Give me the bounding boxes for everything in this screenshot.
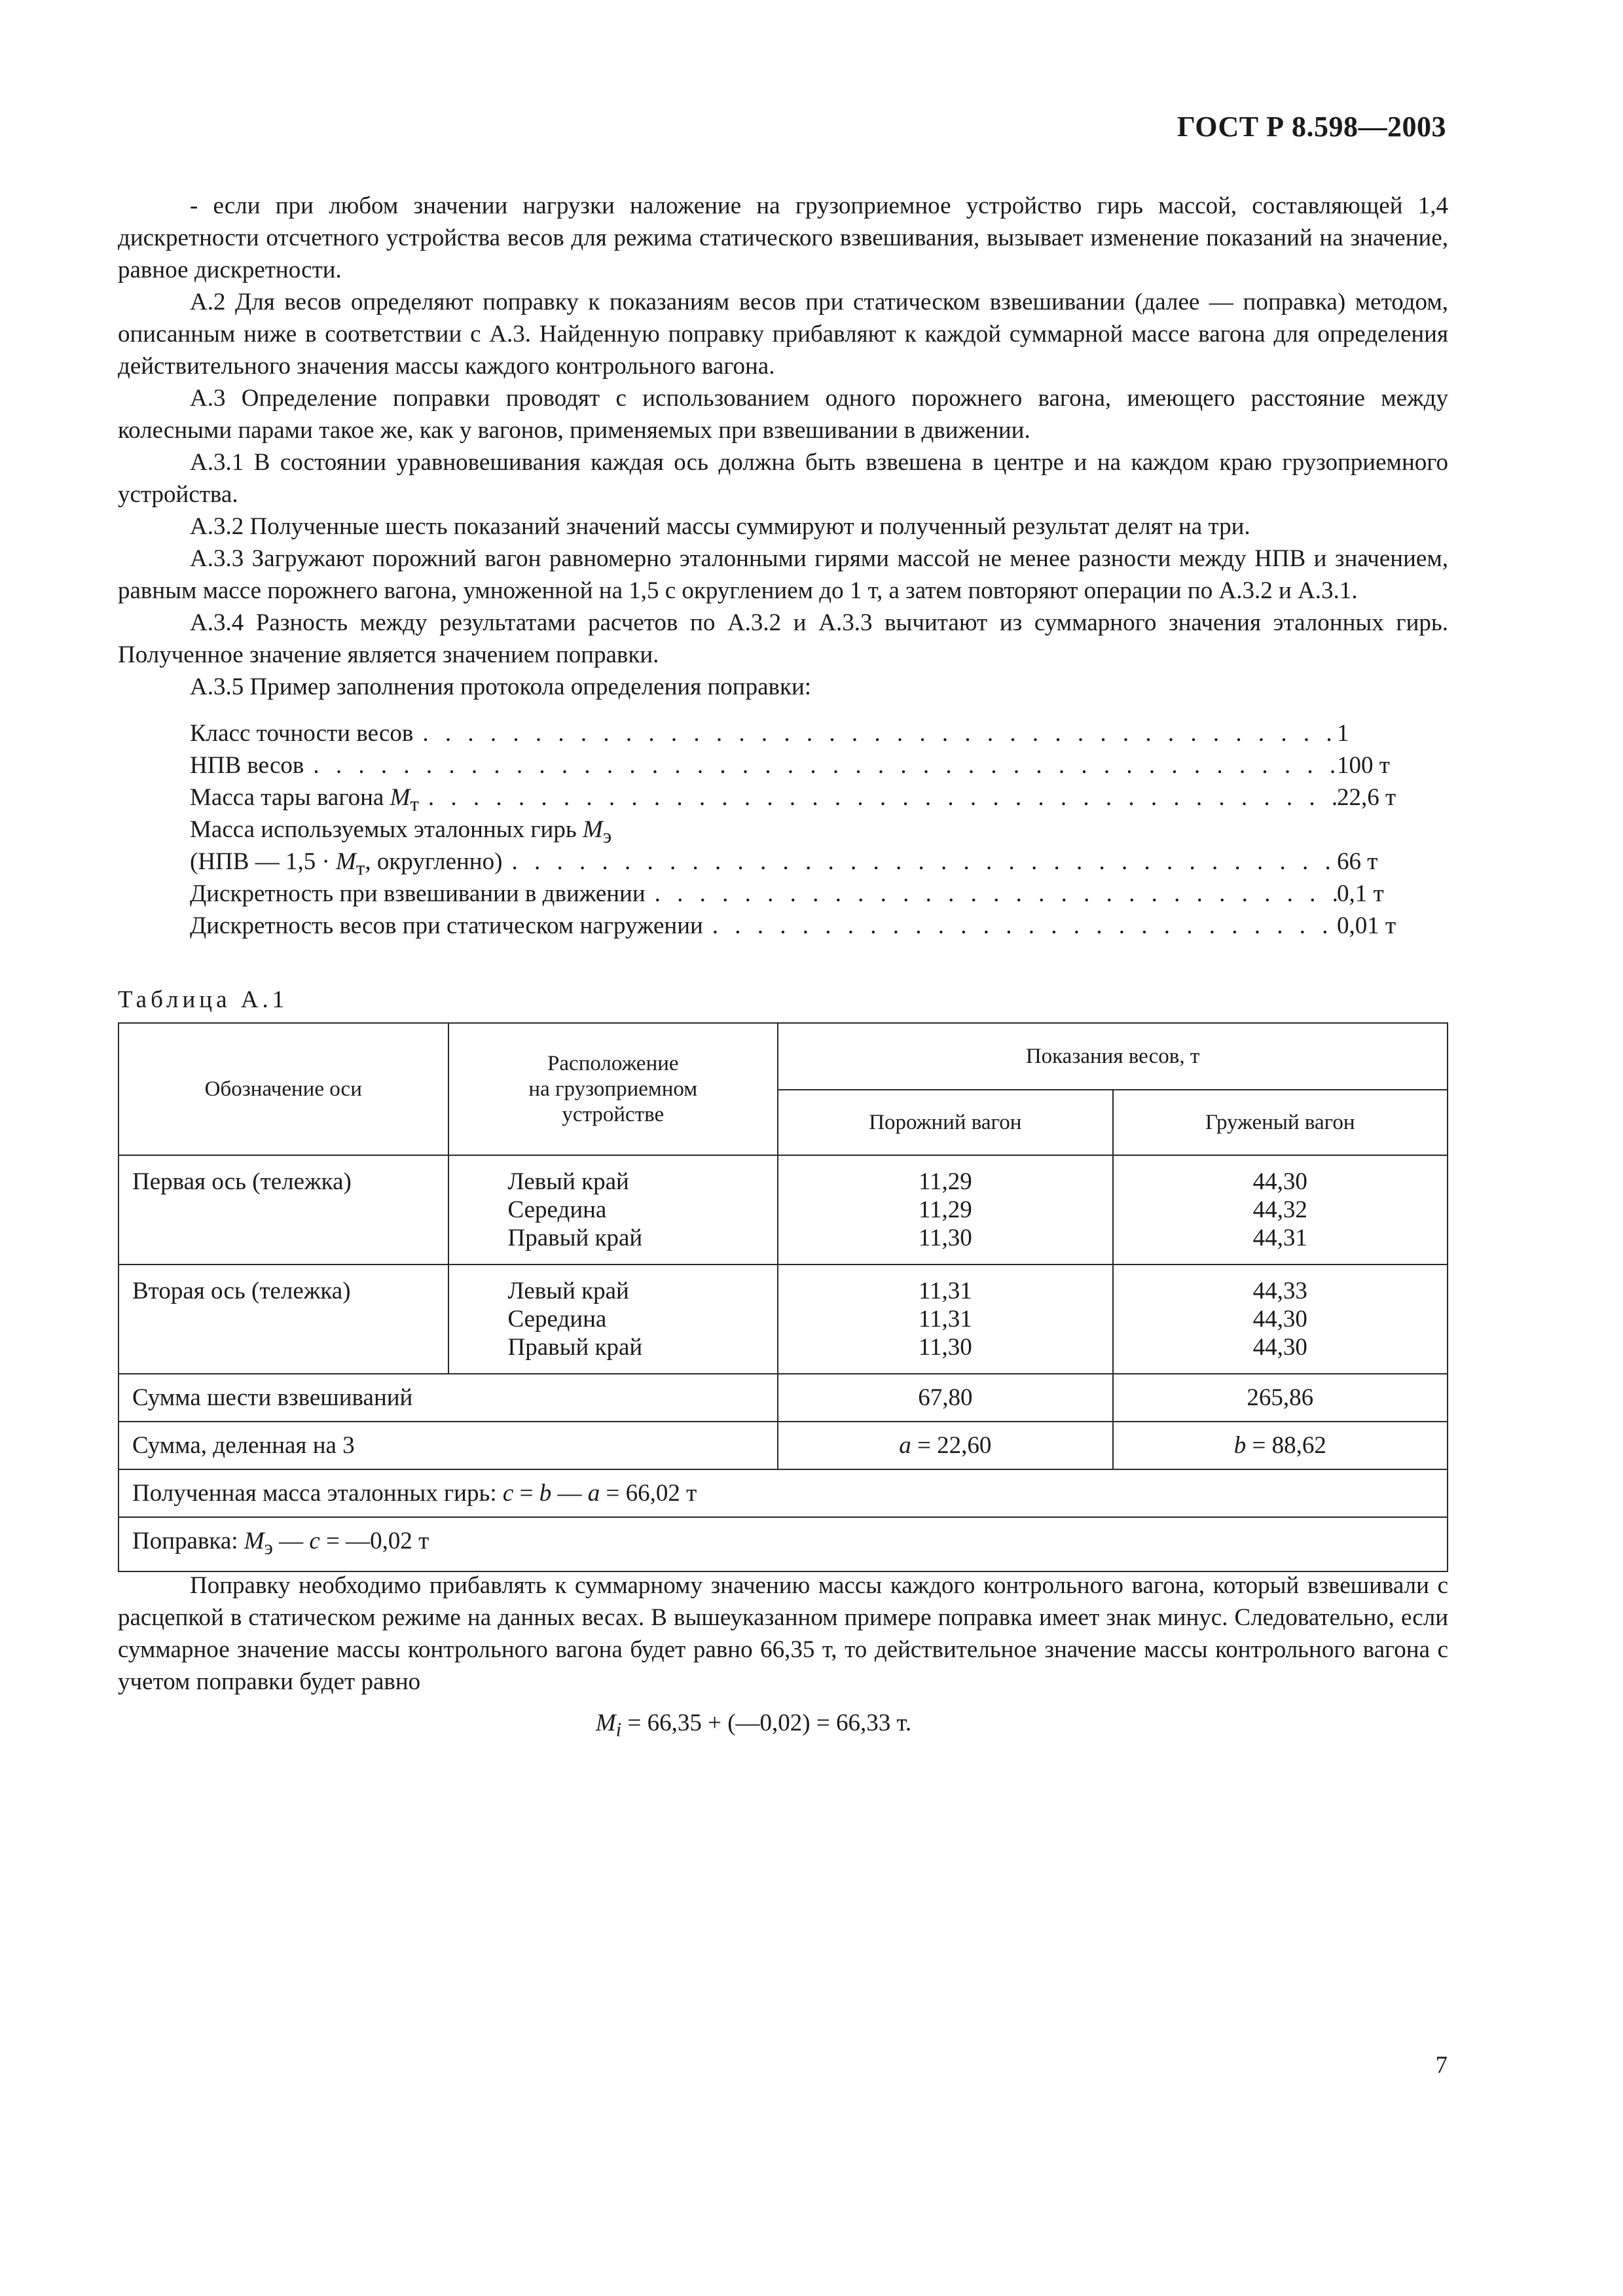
formula-symbol-m: M xyxy=(595,1710,616,1736)
table-caption: Таблица А.1 xyxy=(118,986,289,1013)
correction-minus: — xyxy=(272,1528,310,1554)
spec-accuracy-value: 1 xyxy=(1337,720,1349,747)
paragraph-a3-4: А.3.4 Разность между результатами расчетов по А.3.2 и А.3.3 вычитают из суммарного значения эталонных гирь. Полученное значение является значением поправки. xyxy=(118,609,1448,668)
spec-weights-value: 66 т xyxy=(1337,848,1378,875)
symbol-b: b xyxy=(1233,1432,1247,1459)
paragraph-a2: А.2 Для весов определяют поправку к показаниям весов при статическом взвешивании (далее — поправка) методом, описанным ниже в соответствии с А.3. Найденную поправку прибавляют к каждой суммарной массе вагона для определения действительного значения массы каждого контрольного вагона. xyxy=(118,289,1448,380)
formula-subscript-i: i xyxy=(615,1718,622,1741)
correction-row xyxy=(119,1517,1448,1571)
empty-value: 11,29 xyxy=(918,1168,972,1195)
mass-result: = 66,02 т xyxy=(600,1480,697,1507)
correction-cell xyxy=(119,1517,1448,1571)
spec-accuracy-row xyxy=(190,717,1448,749)
paragraph-condition: - если при любом значении нагрузки наложение на грузоприемное устройство гирь массой, составляющей 1,4 дискретности отсчетного устройства весов для режима статического взвешивания, вызывает изменение показаний на значение, равное дискретности. xyxy=(118,192,1448,283)
spec-weights-label: Масса используемых эталонных гирь xyxy=(190,816,583,843)
spec-accuracy-label: Класс точности весов xyxy=(190,720,414,747)
dot-leader xyxy=(502,846,1337,878)
body-text xyxy=(118,190,1448,942)
header-readings: Показания весов, т xyxy=(778,1023,1448,1090)
spec-npv-row xyxy=(190,749,1448,781)
position-line: Левый край xyxy=(507,1168,629,1195)
mass-label: Полученная масса эталонных гирь: xyxy=(132,1480,503,1507)
header-empty-wagon: Порожний вагон xyxy=(778,1090,1112,1155)
header-position-line: на грузоприемном xyxy=(528,1077,698,1101)
mass-equals: = xyxy=(513,1480,539,1507)
loaded-value: 44,31 xyxy=(1252,1225,1307,1251)
sum-six-loaded: 265,86 xyxy=(1113,1374,1448,1422)
formula-expression: = 66,35 + (—0,02) = 66,33 т. xyxy=(621,1710,912,1736)
spec-motion-row xyxy=(190,878,1448,910)
dot-leader xyxy=(413,717,1337,749)
sum-six-row xyxy=(119,1374,1448,1422)
paragraph-a3-5: А.3.5 Пример заполнения протокола определения поправки: xyxy=(190,673,812,700)
spec-tare-value: 22,6 т xyxy=(1337,784,1396,811)
dot-leader xyxy=(419,781,1337,814)
spec-tare-text: Масса тары вагона xyxy=(190,784,390,811)
loaded-value: 44,30 xyxy=(1252,1168,1307,1195)
sum-div-row xyxy=(119,1422,1448,1469)
table-header-row xyxy=(119,1023,1448,1090)
spec-static-value: 0,01 т xyxy=(1337,912,1396,939)
axis-cell: Вторая ось (тележка) xyxy=(119,1265,448,1374)
mass-row xyxy=(119,1469,1448,1517)
position-line: Левый край xyxy=(507,1278,629,1304)
tare-symbol: M xyxy=(390,784,410,811)
table-row xyxy=(119,1265,1448,1374)
header-axis: Обозначение оси xyxy=(119,1023,448,1155)
spec-tare-row xyxy=(190,781,1448,814)
loaded-value: 44,30 xyxy=(1252,1306,1307,1333)
header-position-line: устройстве xyxy=(562,1102,665,1126)
symbol-c: c xyxy=(309,1528,320,1554)
closing-formula xyxy=(118,1707,1448,1746)
mass-cell xyxy=(119,1469,1448,1517)
header-position xyxy=(448,1023,778,1155)
closing-paragraph: Поправку необходимо прибавлять к суммарному значению массы каждого контрольного вагона, который взвешивали с расцепкой в статическом режиме на данных весах. В вышеуказанном примере поправка имеет знак минус. Следовательно, если суммарное значение массы контрольного вагона будет равно 66,35 т, то действительное значение массы контрольного вагона с учетом поправки будет равно xyxy=(118,1572,1448,1695)
symbol-m-subscript: э xyxy=(264,1536,273,1559)
paragraph-a3-2: А.3.2 Полученные шесть показаний значений массы суммируют и полученный результат делят на три. xyxy=(190,513,1250,540)
closing-text xyxy=(118,1570,1448,1746)
page-number: 7 xyxy=(1435,2052,1448,2079)
tare-subscript: т xyxy=(410,793,419,816)
symbol-a: a xyxy=(899,1432,911,1459)
loaded-value: 44,30 xyxy=(1252,1334,1307,1361)
spec-static-row xyxy=(190,910,1448,942)
correction-label: Поправка: xyxy=(132,1528,244,1554)
dot-leader xyxy=(646,878,1337,910)
mass-minus: — xyxy=(551,1480,588,1507)
position-line: Правый край xyxy=(507,1225,643,1251)
dot-leader xyxy=(304,749,1337,781)
header-loaded-wagon: Груженый вагон xyxy=(1113,1090,1448,1155)
weights-formula-suffix: , округленно) xyxy=(365,848,503,875)
position-line: Середина xyxy=(507,1306,607,1333)
readings-table xyxy=(118,1022,1448,1572)
loaded-values-cell xyxy=(1113,1155,1448,1265)
protocol-spec-list xyxy=(190,717,1448,942)
symbol-b: b xyxy=(539,1480,552,1507)
loaded-values-cell xyxy=(1113,1265,1448,1374)
header-position-line: Расположение xyxy=(547,1051,679,1075)
axis-cell: Первая ось (тележка) xyxy=(119,1155,448,1265)
sum-div-empty-value: = 22,60 xyxy=(911,1432,992,1459)
empty-value: 11,29 xyxy=(918,1196,972,1223)
paragraph-a3-3: А.3.3 Загружают порожний вагон равномерно эталонными гирями массой не менее разности между НПВ и значением, равным массе порожнего вагона, умноженной на 1,5 с округлением до 1 т, а затем повторяют операции по А.3.2 и А.3.1. xyxy=(118,545,1448,604)
weights-formula-symbol: M xyxy=(336,848,356,875)
empty-value: 11,30 xyxy=(918,1334,972,1361)
paragraph-a3-1: А.3.1 В состоянии уравновешивания каждая ось должна быть взвешена в центре и на каждом краю грузоприемного устройства. xyxy=(118,449,1448,508)
weights-subscript: э xyxy=(602,825,612,848)
spec-motion-value: 0,1 т xyxy=(1337,880,1384,907)
sum-six-empty: 67,80 xyxy=(778,1374,1112,1422)
empty-values-cell xyxy=(778,1265,1112,1374)
sum-div-loaded-value: = 88,62 xyxy=(1246,1432,1326,1459)
dot-leader xyxy=(703,910,1337,942)
sum-six-label: Сумма шести взвешиваний xyxy=(119,1374,778,1422)
empty-value: 11,31 xyxy=(918,1278,972,1304)
spec-npv-value: 100 т xyxy=(1337,752,1390,779)
symbol-a: a xyxy=(587,1480,600,1507)
spec-weights-label-row xyxy=(190,814,1448,846)
empty-values-cell xyxy=(778,1155,1112,1265)
sum-div-label: Сумма, деленная на 3 xyxy=(119,1422,778,1469)
empty-value: 11,30 xyxy=(918,1225,972,1251)
spec-weights-formula-row xyxy=(190,846,1448,878)
document-header: ГОСТ Р 8.598—2003 xyxy=(1176,111,1446,143)
symbol-c: c xyxy=(502,1480,514,1507)
paragraph-a3: А.3 Определение поправки проводят с использованием одного порожнего вагона, имеющего расстояние между колесными парами такое же, как у вагонов, применяемых при взвешивании в движении. xyxy=(118,385,1448,444)
weights-formula-prefix: (НПВ — 1,5 · xyxy=(190,848,337,875)
spec-static-label: Дискретность весов при статическом нагружении xyxy=(190,912,703,939)
spec-npv-label: НПВ весов xyxy=(190,752,304,779)
position-line: Середина xyxy=(507,1196,607,1223)
loaded-value: 44,32 xyxy=(1252,1196,1307,1223)
position-cell xyxy=(448,1265,778,1374)
empty-value: 11,31 xyxy=(918,1306,972,1333)
correction-result: = —0,02 т xyxy=(319,1528,429,1554)
sum-div-loaded xyxy=(1113,1422,1448,1469)
weights-formula-subscript: т xyxy=(356,857,365,880)
symbol-m: M xyxy=(244,1528,264,1554)
table-row xyxy=(119,1155,1448,1265)
position-cell xyxy=(448,1155,778,1265)
sum-div-empty xyxy=(778,1422,1112,1469)
weights-symbol: M xyxy=(583,816,603,843)
position-line: Правый край xyxy=(507,1334,643,1361)
spec-motion-label: Дискретность при взвешивании в движении xyxy=(190,880,646,907)
loaded-value: 44,33 xyxy=(1252,1278,1307,1304)
